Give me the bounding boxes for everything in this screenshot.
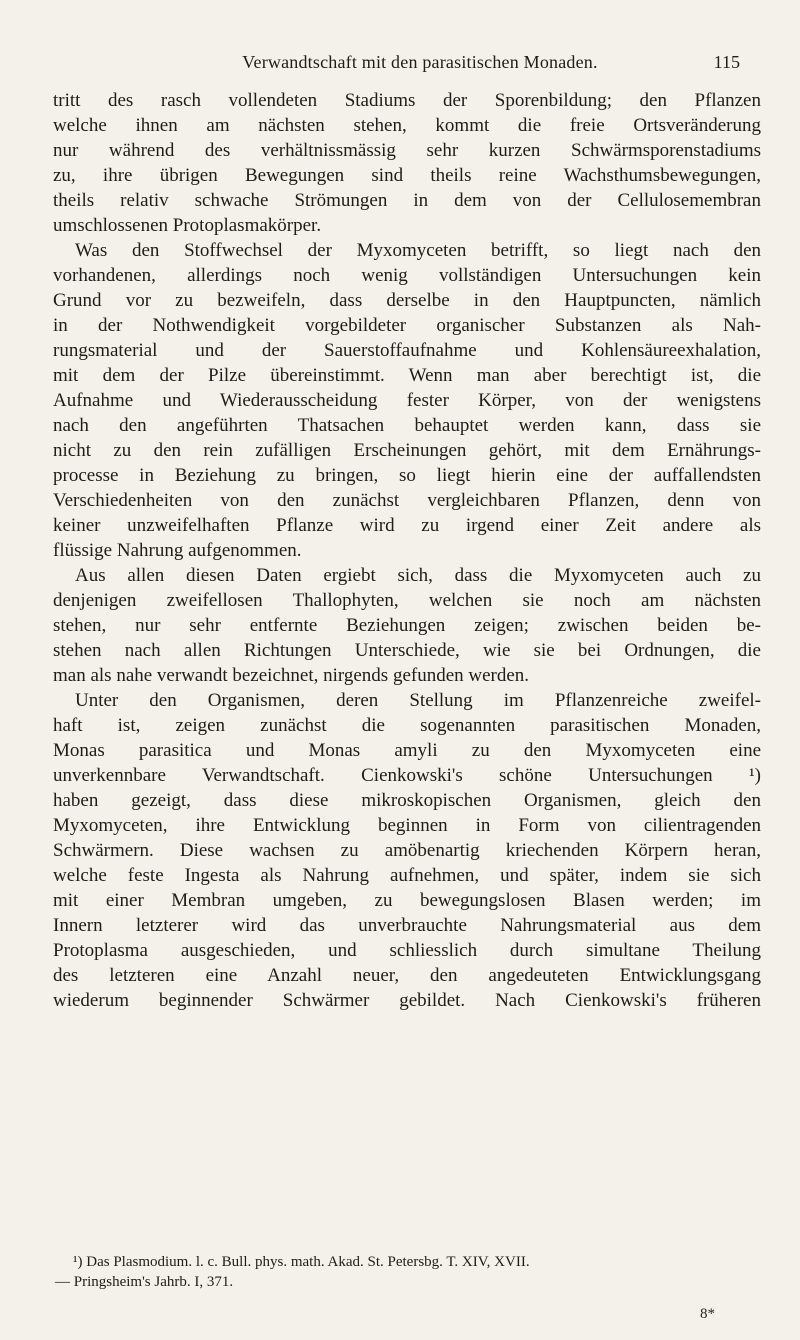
text-line: nicht zu den rein zufälligen Erscheinungen gehört, mit dem Ernährungs- [53,440,761,461]
text-line: rungsmaterial und der Sauerstoffaufnahme und Kohlensäureexhalation, [53,340,761,361]
text-line: des letzteren eine Anzahl neuer, den angedeuteten Entwicklungsgang [53,965,761,986]
text-line: Schwärmern. Diese wachsen zu amöbenartig kriechenden Körpern heran, [53,840,761,861]
text-line: Monas parasitica und Monas amyli zu den Myxomyceten eine [53,740,761,761]
text-line: welche ihnen am nächsten stehen, kommt die freie Ortsveränderung [53,115,761,136]
text-line: stehen, nur sehr entfernte Beziehungen zeigen; zwischen beiden be- [53,615,761,636]
main-text [53,88,761,1013]
text-line: stehen nach allen Richtungen Unterschiede, wie sie bei Ordnungen, die [53,640,761,661]
text-line: Innern letzterer wird das unverbrauchte Nahrungsmaterial aus dem [53,915,761,936]
page-header [110,48,740,76]
text-line: haben gezeigt, dass diese mikroskopischen Organismen, gleich den [53,790,761,811]
text-line: Grund vor zu bezweifeln, dass derselbe in den Hauptpuncten, nämlich [53,290,761,311]
text-line: nach den angeführten Thatsachen behauptet werden kann, dass sie [53,415,761,436]
text-line: haft ist, zeigen zunächst die sogenannten parasitischen Monaden, [53,715,761,736]
text-line: zu, ihre übrigen Bewegungen sind theils reine Wachsthumsbewegungen, [53,165,761,186]
text-line: theils relativ schwache Strömungen in dem von der Cellulosemembran [53,190,761,211]
running-head: Verwandtschaft mit den parasitischen Monaden. [242,52,598,72]
footnote-line: ¹) Das Plasmodium. l. c. Bull. phys. math. Akad. St. Petersbg. T. XIV, XVII. [73,1254,530,1270]
text-line: Verschiedenheiten von den zunächst vergleichbaren Pflanzen, denn von [53,490,761,511]
text-line: tritt des rasch vollendeten Stadiums der Sporenbildung; den Pflanzen [53,90,761,111]
text-line: man als nahe verwandt bezeichnet, nirgends gefunden werden. [53,665,530,686]
text-line: mit einer Membran umgeben, zu bewegungslosen Blasen werden; im [53,890,761,911]
text-line: welche feste Ingesta als Nahrung aufnehmen, und später, indem sie sich [53,865,761,886]
text-line: flüssige Nahrung aufgenommen. [53,540,302,561]
text-line: keiner unzweifelhaften Pflanze wird zu irgend einer Zeit andere als [53,515,761,536]
footnote-line: — Pringsheim's Jahrb. I, 371. [55,1274,234,1290]
text-line: umschlossenen Protoplasmakörper. [53,215,322,236]
text-line: wiederum beginnender Schwärmer gebildet. Nach Cienkowski's früheren [53,990,761,1011]
text-line: Aus allen diesen Daten ergiebt sich, dass die Myxomyceten auch zu [75,565,761,586]
text-line: nur während des verhältnissmässig sehr kurzen Schwärmsporenstadiums [53,140,761,161]
page-number: 115 [713,52,740,72]
text-line: denjenigen zweifellosen Thallophyten, welchen sie noch am nächsten [53,590,761,611]
text-line: Protoplasma ausgeschieden, und schliesslich durch simultane Theilung [53,940,761,961]
signature-mark: 8* [700,1306,715,1322]
text-line: vorhandenen, allerdings noch wenig vollständigen Untersuchungen kein [53,265,761,286]
text-line: Aufnahme und Wiederausscheidung fester Körper, von der wenigstens [53,390,761,411]
text-line: Was den Stoffwechsel der Myxomyceten betrifft, so liegt nach den [75,240,761,261]
text-line: processe in Beziehung zu bringen, so liegt hierin eine der auffallendsten [53,465,761,486]
footnotes [55,1252,760,1292]
text-line: Unter den Organismen, deren Stellung im Pflanzenreiche zweifel- [75,690,761,711]
text-line: Myxomyceten, ihre Entwicklung beginnen in Form von cilientragenden [53,815,761,836]
text-line: in der Nothwendigkeit vorgebildeter organischer Substanzen als Nah- [53,315,761,336]
text-line: mit dem der Pilze übereinstimmt. Wenn man aber berechtigt ist, die [53,365,761,386]
text-line: unverkennbare Verwandtschaft. Cienkowski's schöne Untersuchungen ¹) [53,765,761,786]
